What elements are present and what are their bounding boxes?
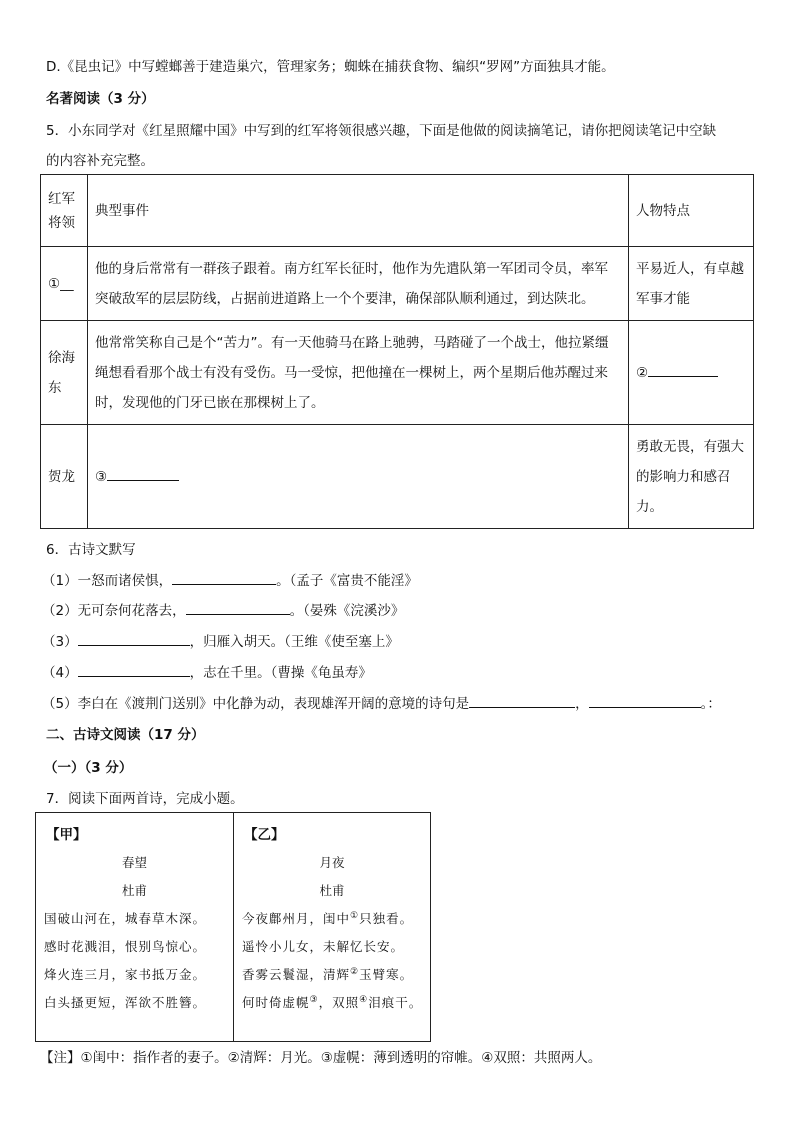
q6-item-5-mid: ， — [575, 696, 589, 712]
q6-item-2-blank[interactable] — [186, 600, 290, 615]
row1-trait-l1: 平易近人，有卓越 — [636, 260, 744, 277]
header-event: 典型事件 — [88, 175, 629, 247]
poem-a-author: 杜甫 — [121, 883, 147, 898]
row1-event — [88, 247, 629, 321]
option-d-text: D.《昆虫记》中写螳螂善于建造巢穴，管理家务；蜘蛛在捕获食物、编织“罗网”方面独具才能。 — [46, 59, 615, 75]
row3-trait-l3: 力。 — [636, 498, 663, 515]
section-famous-reading: 名著阅读（3 分） — [46, 91, 155, 107]
row2-event — [88, 321, 629, 425]
poem-a-line-2: 感时花溅泪，恨别鸟惊心。 — [44, 939, 207, 954]
q6-item-1 — [42, 569, 418, 589]
row1-trait-l2: 军事才能 — [636, 290, 690, 307]
row2-trait — [629, 321, 754, 425]
q6-item-3-blank[interactable] — [78, 631, 190, 646]
poem-b-line-4-c: 泪痕干。 — [368, 995, 423, 1010]
reading-notes-table — [40, 174, 754, 529]
section-2-title: 二、古诗文阅读（17 分） — [46, 727, 205, 743]
row3-trait — [629, 425, 754, 529]
row2-trait-blank[interactable] — [648, 362, 718, 377]
poem-a-line-4: 白头搔更短，浑欲不胜簪。 — [44, 995, 207, 1010]
note-marker-3: ③ — [309, 994, 319, 1005]
q6-item-4-pre: （4） — [42, 665, 78, 681]
q6-item-5-blank-2[interactable] — [589, 693, 701, 708]
row2-name — [41, 321, 88, 425]
poems-box — [35, 812, 431, 1042]
header-trait: 人物特点 — [629, 175, 754, 247]
row3-event — [88, 425, 629, 529]
poem-b-line-1-b: 只独看。 — [359, 911, 414, 926]
row1-name — [41, 247, 88, 321]
q6-item-1-post: 。（孟子《富贵不能淫》 — [276, 573, 418, 589]
subsection-1-title: （一）（3 分） — [44, 760, 133, 776]
poem-b-line-4-a: 何时倚虚幌 — [242, 995, 310, 1010]
q6-item-3-pre: （3） — [42, 634, 78, 650]
poem-a-tag: 【甲】 — [46, 827, 87, 843]
poem-b-title: 月夜 — [319, 855, 345, 870]
row3-event-marker: ③ — [95, 468, 108, 485]
row1-event-l2: 突破敌军的层层防线，占据前进道路上一个个要津，确保部队顺利通过，到达陕北。 — [95, 290, 595, 307]
note-marker-4: ④ — [359, 994, 369, 1005]
q6-item-5-pre: （5）李白在《渡荆门送别》中化静为动，表现雄浑开阔的意境的诗句是 — [42, 696, 470, 712]
q6-item-2-pre: （2）无可奈何花落去， — [42, 603, 186, 619]
question-5-line2: 的内容补充完整。 — [46, 153, 154, 169]
q6-item-2-post: 。（晏殊《浣溪沙》 — [289, 603, 405, 619]
poem-a-line-3: 烽火连三月，家书抵万金。 — [44, 967, 207, 982]
row2-name-l1: 徐海 — [48, 349, 75, 366]
header-general-l2: 将领 — [48, 214, 75, 231]
poem-a-line-1: 国破山河在，城春草木深。 — [44, 911, 207, 926]
q6-item-2 — [42, 599, 404, 619]
question-5-line1: 5．小东同学对《红星照耀中国》中写到的红军将领很感兴趣，下面是他做的阅读摘笔记，请你把阅读笔记中空缺 — [46, 123, 717, 139]
row1-trait — [629, 247, 754, 321]
q6-item-3 — [42, 630, 399, 650]
poem-b-line-4-b: ，双照 — [318, 995, 360, 1010]
row2-trait-marker: ② — [636, 364, 649, 381]
poem-b-line-2: 遥怜小儿女，未解忆长安。 — [242, 939, 405, 954]
poem-b-line-3-a: 香雾云鬟湿，清辉 — [242, 967, 351, 982]
poem-b-author: 杜甫 — [319, 883, 345, 898]
q6-item-4 — [42, 661, 372, 681]
q6-item-4-post: ，志在千里。（曹操《龟虽寿》 — [189, 665, 372, 681]
row1-event-l1: 他的身后常常有一群孩子跟着。南方红军长征时，他作为先遣队第一军团司令员，率军 — [95, 260, 608, 277]
poem-b-line-1 — [242, 909, 422, 927]
row2-event-l2: 绳想看看那个战士有没有受伤。马一受惊，把他撞在一棵树上，两个星期后他苏醒过来 — [95, 364, 608, 381]
poem-b — [233, 813, 430, 1041]
poem-a — [36, 813, 233, 1041]
note-marker-2: ② — [350, 966, 360, 977]
poem-b-line-3-b: 玉臂寒。 — [359, 967, 414, 982]
row3-trait-l1: 勇敢无畏，有强大 — [636, 438, 744, 455]
row2-name-l2: 东 — [48, 379, 62, 396]
row3-event-blank[interactable] — [107, 466, 179, 481]
q6-item-1-blank[interactable] — [172, 570, 276, 585]
poem-b-tag: 【乙】 — [244, 827, 285, 843]
row2-event-l3: 时，发现他的门牙已嵌在那棵树上了。 — [95, 394, 325, 411]
note-marker-1: ① — [350, 910, 360, 921]
q6-item-4-blank[interactable] — [78, 662, 190, 677]
header-general-l1: 红军 — [48, 190, 75, 207]
poem-b-line-1-a: 今夜鄜州月，闺中 — [242, 911, 351, 926]
header-general — [41, 175, 88, 247]
poem-note: 【注】①闺中：指作者的妻子。②清辉：月光。③虚幌：薄到透明的帘帷。④双照：共照两人。 — [40, 1050, 602, 1066]
poem-b-line-4 — [242, 993, 422, 1011]
question-6-title: 6．古诗文默写 — [46, 542, 136, 558]
q6-item-3-post: ，归雁入胡天。（王维《使至塞上》 — [189, 634, 399, 650]
q6-item-5 — [42, 692, 721, 712]
q6-item-5-post: 。： — [700, 696, 721, 712]
q6-item-5-blank-1[interactable] — [469, 693, 575, 708]
poem-b-line-3 — [242, 965, 422, 983]
row3-trait-l2: 的影响力和感召 — [636, 468, 731, 485]
question-7: 7．阅读下面两首诗，完成小题。 — [46, 791, 244, 807]
q6-item-1-pre: （1）一怒而诸侯惧， — [42, 573, 173, 589]
row1-name-text: ①__ — [48, 275, 74, 292]
poem-a-title: 春望 — [121, 855, 147, 870]
row2-event-l1: 他常常笑称自己是个“苦力”。有一天他骑马在路上驰骋，马踏碰了一个战士，他拉紧缰 — [95, 334, 609, 351]
row3-name: 贺龙 — [41, 425, 88, 529]
